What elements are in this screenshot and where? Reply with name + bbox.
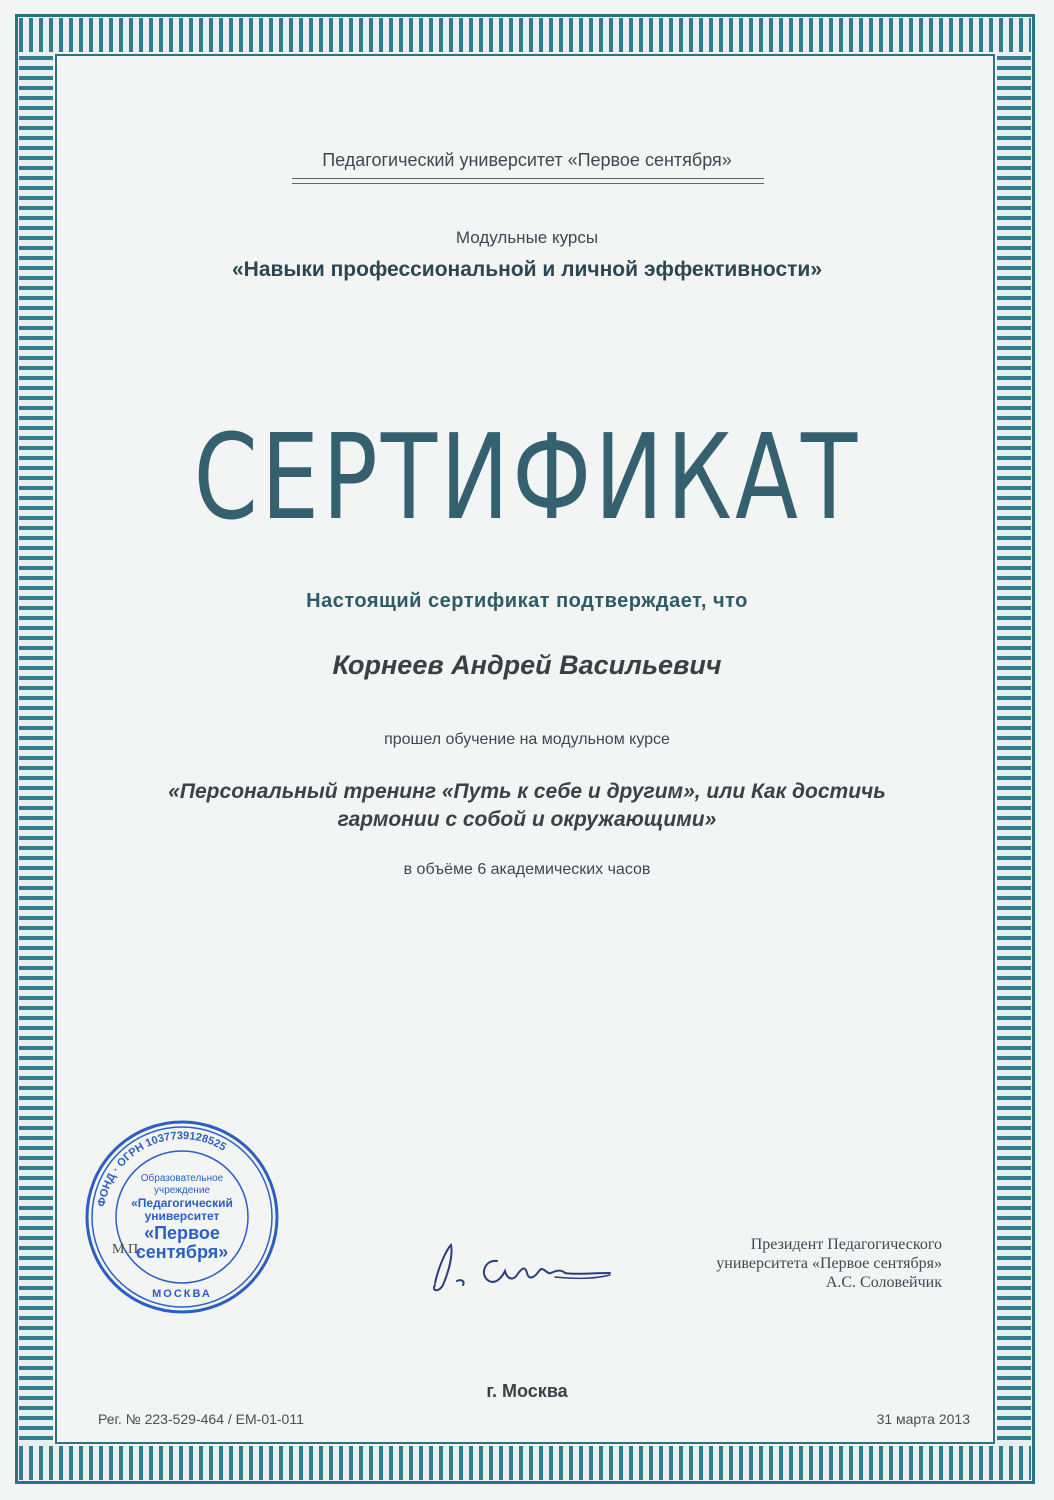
university-name: Педагогический университет «Первое сентября» (322, 150, 732, 170)
seal-org-type-1: Образовательное (140, 1173, 224, 1184)
seal-org-type-2: учреждение (154, 1185, 210, 1196)
course-series-title: «Навыки профессиональной и личной эффективности» (231, 258, 823, 281)
program-title-line2: гармонии с собой и окружающими» (337, 808, 717, 831)
president-signature-block (716, 1235, 942, 1292)
seal-ring-text: ФОНД · ОГРН 1037739128525 (95, 1129, 229, 1208)
hours-volume: в объёме 6 академических часов (403, 861, 651, 878)
seal-name-1: «Педагогический (131, 1196, 233, 1210)
handwritten-signature-icon (405, 1235, 615, 1305)
registration-number: Рег. № 223-529-464 / ЕМ-01-011 (98, 1411, 304, 1427)
confirmation-text: Настоящий сертификат подтверждает, что (306, 590, 748, 612)
underline-rule (292, 178, 764, 179)
seal-city: МОСКВА (152, 1288, 212, 1300)
official-seal-icon (82, 1117, 282, 1317)
president-title-line1: Президент Педагогического (750, 1236, 942, 1253)
seal-name-2: университет (144, 1209, 220, 1223)
president-title-line2: университета «Первое сентября» (716, 1255, 942, 1272)
underline-rule (292, 183, 764, 184)
program-title-line1: «Персональный тренинг «Путь к себе и другим», или Как достичь (168, 780, 886, 803)
modular-courses-label: Модульные курсы (455, 228, 599, 247)
studied-text: прошел обучение на модульном курсе (384, 731, 670, 748)
seal-mark-label: М.П. (112, 1242, 142, 1257)
seal-name-4: сентября» (135, 1242, 229, 1262)
certificate-heading: СЕРТИФИКАТ (193, 408, 861, 546)
issue-date: 31 марта 2013 (876, 1411, 970, 1427)
recipient-name: Корнеев Андрей Васильевич (332, 650, 722, 680)
seal-name-3: «Первое (144, 1223, 220, 1243)
city-label: г. Москва (486, 1381, 568, 1401)
president-name: А.С. Соловейчик (825, 1274, 942, 1291)
